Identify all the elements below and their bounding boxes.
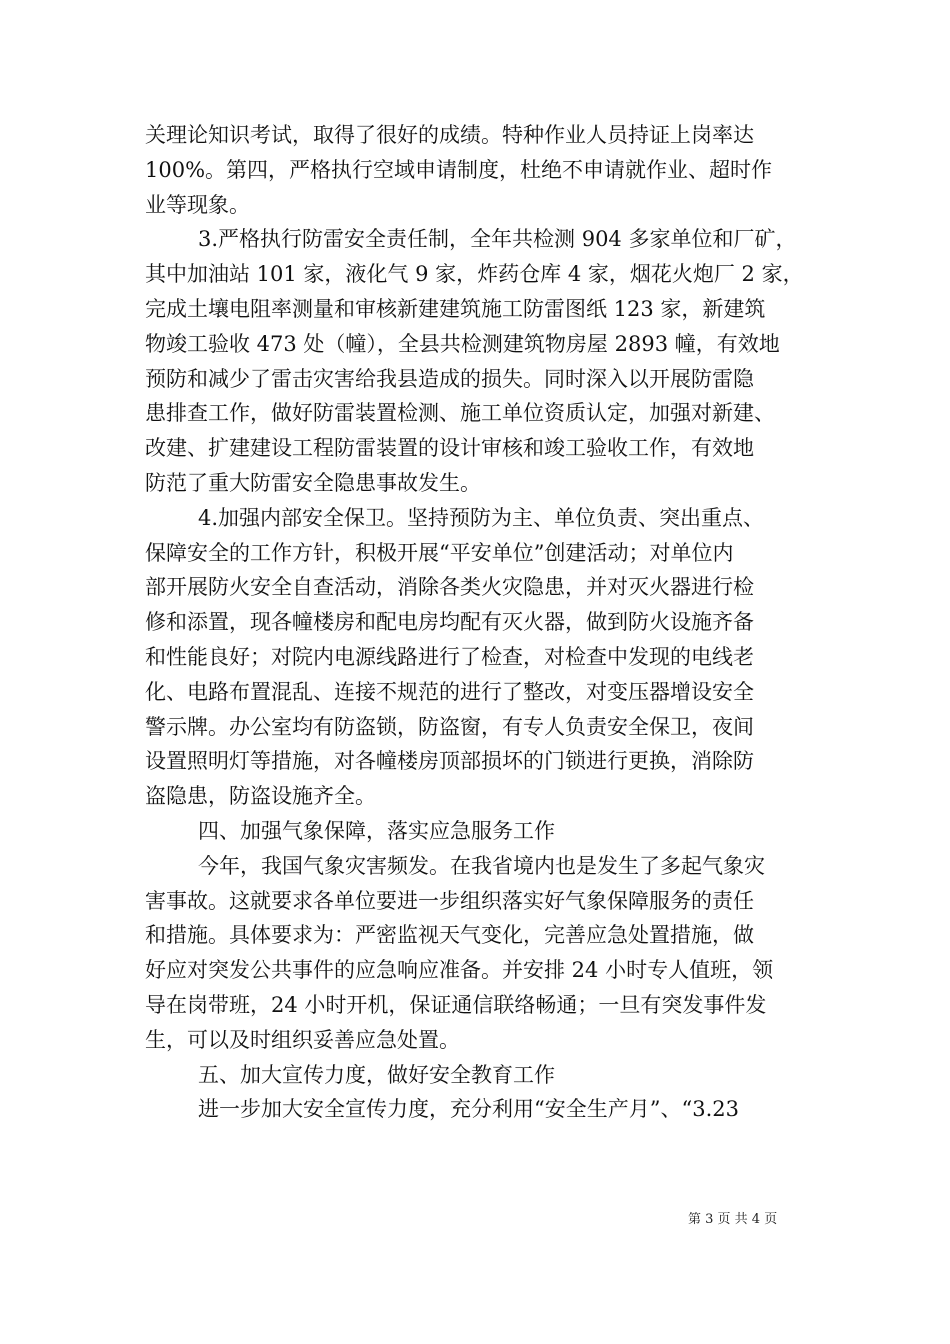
document-body bbox=[145, 118, 815, 1127]
text-line: 防范了重大防雷安全隐患事故发生。 bbox=[145, 470, 481, 495]
text-line: 其中加油站 101 家，液化气 9 家，炸药仓库 4 家，烟花火炮厂 2 家， bbox=[145, 262, 804, 287]
text-line: 和措施。具体要求为：严密监视天气变化，完善应急处置措施，做 bbox=[145, 923, 754, 948]
text-line: 完成土壤电阻率测量和审核新建建筑施工防雷图纸 123 家，新建筑 bbox=[145, 296, 766, 321]
text-line: 关理论知识考试，取得了很好的成绩。特种作业人员持证上岗率达 bbox=[145, 123, 754, 147]
text-line: 预防和减少了雷击灾害给我县造成的损失。同时深入以开展防雷隐 bbox=[145, 366, 754, 391]
text-line: 进一步加大安全宣传力度，充分利用“安全生产月”、“3.23 bbox=[198, 1097, 739, 1122]
text-line: 今年，我国气象灾害频发。在我省境内也是发生了多起气象灾 bbox=[198, 853, 765, 878]
page-number-footer: 第 3 页 共 4 页 bbox=[688, 1212, 778, 1227]
text-line: 好应对突发公共事件的应急响应准备。并安排 24 小时专人值班，领 bbox=[145, 958, 774, 983]
text-line: 业等现象。 bbox=[145, 192, 250, 217]
text-line: 4.加强内部安全保卫。坚持预防为主、单位负责、突出重点、 bbox=[198, 505, 765, 530]
text-line: 害事故。这就要求各单位要进一步组织落实好气象保障服务的责任 bbox=[145, 888, 754, 913]
text-line: 化、电路布置混乱、连接不规范的进行了整改，对变压器增设安全 bbox=[145, 679, 754, 704]
text-line: 物竣工验收 473 处（幢），全县共检测建筑物房屋 2893 幢，有效地 bbox=[145, 331, 780, 356]
text-line: 3.严格执行防雷安全责任制，全年共检测 904 多家单位和厂矿， bbox=[198, 227, 797, 252]
text-line: 100%。第四，严格执行空域申请制度，杜绝不申请就作业、超时作 bbox=[145, 157, 773, 182]
text-line: 导在岗带班，24 小时开机，保证通信联络畅通；一旦有突发事件发 bbox=[145, 992, 767, 1017]
text-line: 和性能良好；对院内电源线路进行了检查，对检查中发现的电线老 bbox=[145, 644, 754, 669]
text-line: 警示牌。办公室均有防盗锁，防盗窗，有专人负责安全保卫，夜间 bbox=[145, 714, 754, 739]
text-line: 盗隐患，防盗设施齐全。 bbox=[145, 784, 376, 809]
text-line: 四、加强气象保障，落实应急服务工作 bbox=[198, 818, 555, 843]
text-line: 部开展防火安全自查活动，消除各类火灾隐患，并对灭火器进行检 bbox=[145, 575, 754, 600]
text-line: 保障安全的工作方针，积极开展“平安单位”创建活动；对单位内 bbox=[145, 540, 734, 565]
text-line: 改建、扩建建设工程防雷装置的设计审核和竣工验收工作，有效地 bbox=[145, 436, 754, 461]
text-line: 患排查工作，做好防雷装置检测、施工单位资质认定，加强对新建、 bbox=[145, 401, 775, 426]
text-line: 五、加大宣传力度，做好安全教育工作 bbox=[198, 1062, 555, 1087]
text-line: 修和添置，现各幢楼房和配电房均配有灭火器，做到防火设施齐备 bbox=[145, 610, 754, 635]
text-line: 生，可以及时组织妥善应急处置。 bbox=[145, 1027, 460, 1052]
text-line: 设置照明灯等措施，对各幢楼房顶部损坏的门锁进行更换，消除防 bbox=[145, 749, 754, 774]
